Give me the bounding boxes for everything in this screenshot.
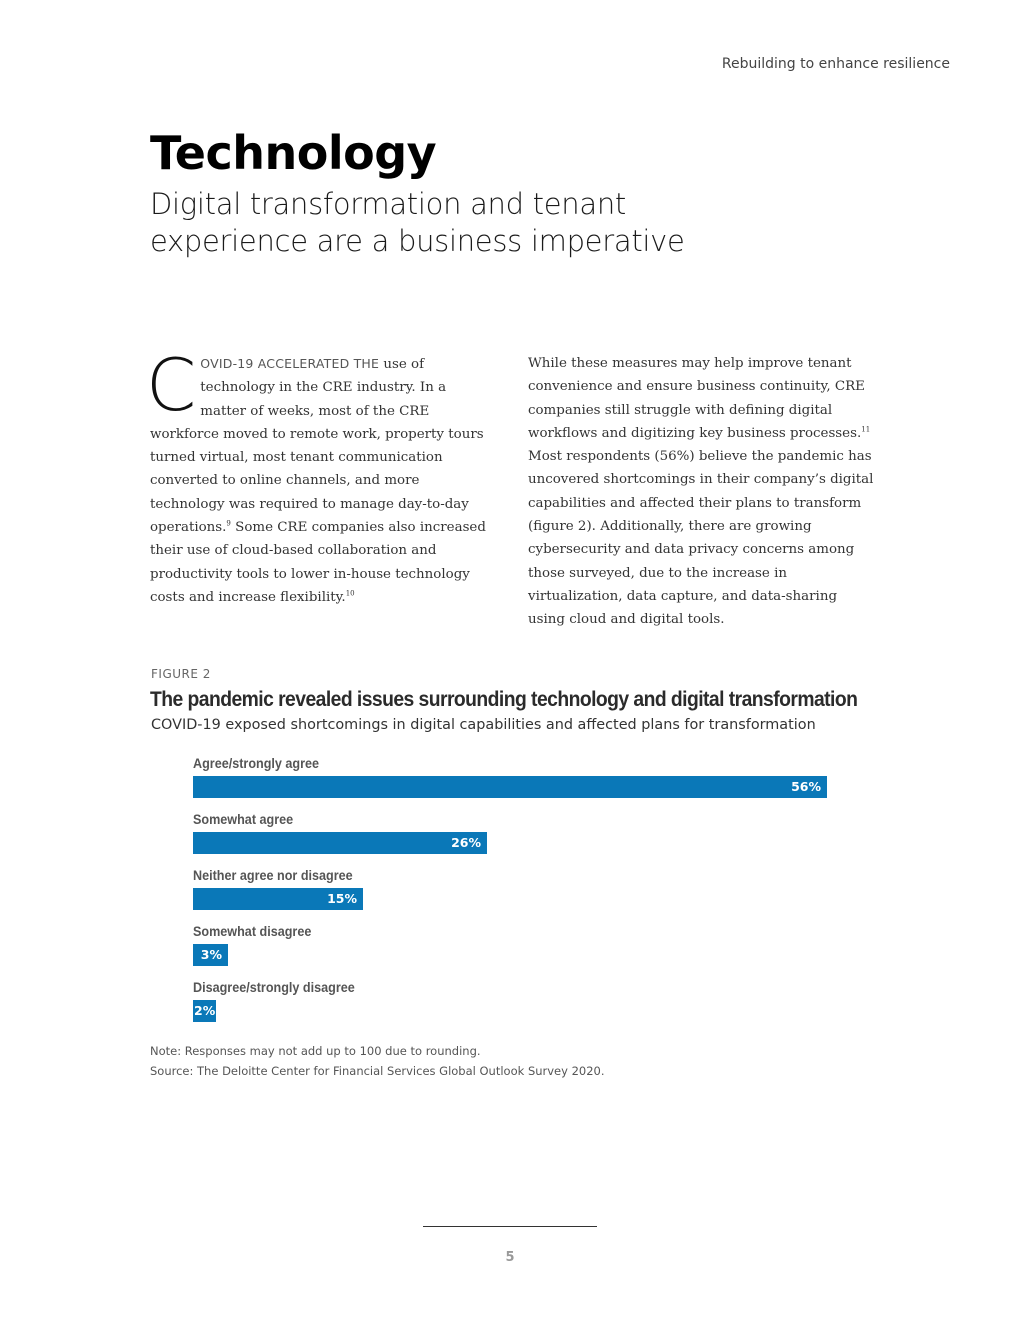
figure-title: The pandemic revealed issues surrounding technology and digital transformation [150, 688, 858, 711]
bar-value-label: 3% [200, 947, 222, 962]
lead-in: OVID-19 ACCELERATED THE [200, 356, 380, 371]
body-column-left [146, 343, 495, 609]
bar-row [193, 809, 833, 865]
bar-category-label: Agree/strongly agree [193, 755, 320, 771]
bar [193, 1000, 216, 1022]
figure-label: FIGURE 2 [151, 667, 211, 681]
bar [193, 776, 827, 798]
bar [193, 888, 363, 910]
figure-note: Note: Responses may not add up to 100 due to rounding. [150, 1044, 481, 1058]
footnote-ref[interactable]: 11 [861, 425, 871, 434]
bar-value-label: 26% [451, 835, 481, 850]
bar-row [193, 921, 833, 977]
body-column-right [528, 352, 878, 632]
body-text: Some CRE companies also increased their use of cloud-based collaboration and productivity tools to lower in-house technology costs and increase flexibility. [150, 520, 486, 605]
footer-divider [423, 1226, 597, 1227]
figure-subtitle: COVID-19 exposed shortcomings in digital capabilities and affected plans for transformation [151, 717, 816, 733]
bar [193, 832, 487, 854]
bar-value-label: 56% [791, 779, 821, 794]
bar-row [193, 977, 833, 1033]
bar-chart [193, 753, 833, 1033]
footnote-ref[interactable]: 10 [345, 589, 355, 598]
body-text: While these measures may help improve tenant convenience and ensure business continuity, CRE companies still struggle with defining digital workflows and digitizing key business processes. [528, 356, 865, 441]
page-subtitle: Digital transformation and tenant experience are a business imperative [150, 187, 685, 258]
bar-value-label: 2% [194, 1003, 216, 1018]
page-number: 5 [505, 1250, 515, 1265]
figure-notes [150, 1041, 605, 1081]
bar-category-label: Somewhat agree [193, 811, 294, 827]
drop-cap: C [146, 343, 197, 427]
figure-source: Source: The Deloitte Center for Financial Services Global Outlook Survey 2020. [150, 1064, 605, 1078]
bar [193, 944, 228, 966]
page-title: Technology [150, 126, 437, 180]
bar-category-label: Disagree/strongly disagree [193, 979, 355, 995]
body-text: Most respondents (56%) believe the pandemic has uncovered shortcomings in their company’s digital capabilities and affected their plans to transform (figure 2). Additionally, there are growing cybersecurity and data privacy concerns among those surveyed, due to the increase in virtualization, data capture, and data-sharing using cloud and digital tools. [528, 449, 874, 628]
running-header: Rebuilding to enhance resilience [721, 56, 950, 72]
footnote-ref[interactable]: 9 [226, 519, 231, 528]
bar-row [193, 753, 833, 809]
bar-category-label: Somewhat disagree [193, 923, 312, 939]
bar-row [193, 865, 833, 921]
bar-value-label: 15% [327, 891, 357, 906]
body-text: use of technology in the CRE industry. In a matter of weeks, most of the CRE workforce moved to remote work, property tours turned virtual, most tenant communication converted to online channels, and more technology was required to manage day-to-day operations. [150, 357, 484, 536]
bar-category-label: Neither agree nor disagree [193, 867, 353, 883]
